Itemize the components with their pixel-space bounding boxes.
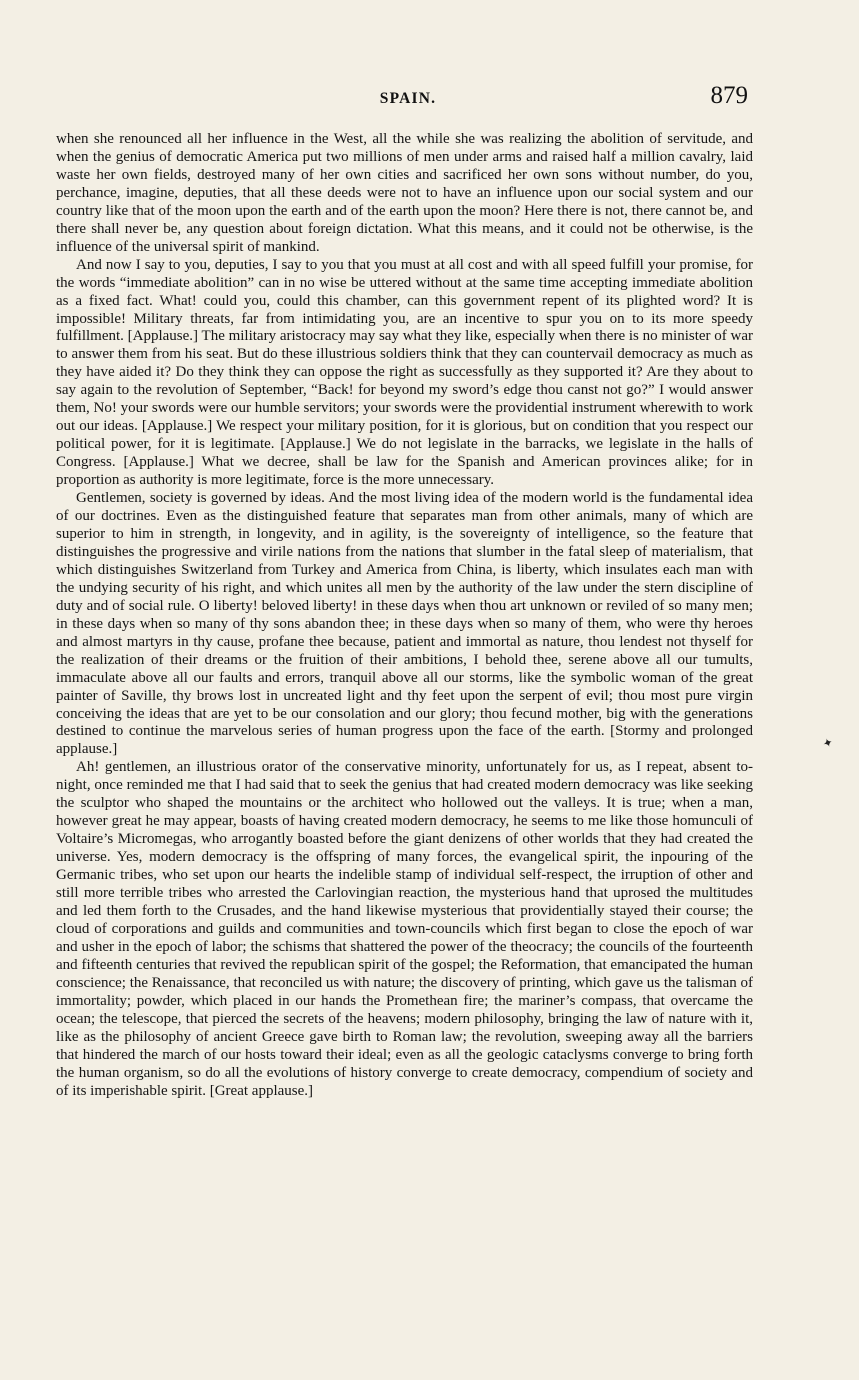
paragraph-immediate-abolition: And now I say to you, deputies, I say to you that you must at all cost and with all speed fulfill your promise, for the words “immediate abolition” can in no wise be uttered without at the same time accepting immediate abolition as a fixed fact. What! could you, could this chamber, can this government repent of its plighted word? It is impossible! Military threats, far from intimidating you, are an incentive to spur you on to its more speedy fulfillment. [Applause.] The military aristocracy may say what they like, especially when there is no minister of war to answer them from his seat. But do these illustrious soldiers think that they can countervail democracy as much as they have aided it? Do they think they can oppose the right as successfully as they supported it? Are they about to say again to the revolution of September, “Back! for beyond my sword’s edge thou canst not go?” I would answer them, No! your swords were our humble servitors; your swords were the providential instrument wherewith to work out our ideas. [Applause.] We respect your military position, for it is glorious, but on condition that you respect our political power, for it is legitimate. [Applause.] We do not legislate in the barracks, we legislate in the halls of Congress. [Applause.] What we decree, shall be law for the Spanish and American provinces alike; for in proportion as authority is more legitimate, force is the more unnecessary.: [56, 256, 754, 489]
page-number: 879: [710, 82, 748, 109]
paragraph-modern-democracy: Ah! gentlemen, an illustrious orator of the conservative minority, unfortunately for us, as I repeat, absent to-night, once reminded me that I had said that to seek the genius that had created modern democracy was like seeking the sculptor who shaped the mountains or the architect who hollowed out the valleys. It is true; when a man, however great he may appear, boasts of having created modern democracy, he seems to me like those homunculi of Voltaire’s Micromegas, who arrogantly boasted before the giant denizens of other worlds that they had created the universe. Yes, modern democracy is the offspring of many forces, the evangelical spirit, the inpouring of the Germanic tribes, who set upon our hearts the indelible stamp of individual self-respect, the irruption of other and still more terrible tribes who arrested the Carlovingian reaction, the mysterious hand that uprosed the multitudes and led them forth to the Crusades, and the hand likewise mysterious that providentially stayed their course; the cloud of corporations and guilds and communities and town-councils which first began to close the epoch of war and usher in the epoch of labor; the schisms that shattered the power of the theocracy; the councils of the fourteenth and fifteenth centuries that revived the republican spirit of the gospel; the Reformation, that emancipated the human conscience; the Renaissance, that reconciled us with nature; the discovery of printing, which gave us the talisman of immortality; powder, which placed in our hands the Promethean fire; the mariner’s compass, that overcame the ocean; the telescope, that pierced the secrets of the heavens; modern philosophy, bringing the law of nature with it, like as the philosophy of ancient Greece gave birth to Roman law; the revolution, sweeping away all the barriers that hindered the march of our hosts toward their ideal; even as all the geologic cataclysms converge to bring forth the human organism, so do all the evolutions of history converge to create democracy, compendium of society and of its imperishable spirit. [Great applause.]: [56, 759, 753, 1099]
paragraph-liberty: Gentlemen, society is governed by ideas. And the most living idea of the modern world is the fundamental idea of our doctrines. Even as the distinguished feature that separates man from other animals, many of which are superior to him in strength, in longevity, and in agility, is the sovereignty of intelligence, so the feature that distinguishes the progressive and virile nations from the nations that slumber in the fatal sleep of materialism, that which distinguishes Switzerland from Turkey and America from China, is liberty, which insulates each man with the undying security of his right, and which unites all men by the authority of the law under the stern discipline of duty and of social rule. O liberty! beloved liberty! in these days when thou art unknown or reviled of so many men; in these days when so many of thy sons abandon thee; in these days when so many of them, who were thy heroes and almost martyrs in thy cause, profane thee because, patient and immortal as nature, thou lendest not thyself for the realization of their dreams or the fruition of their ambitions, I behold thee, serene above all our tumults, immaculate above all our faults and errors, tranquil above all our storms, like the symbolic woman of the great painter of Saville, thy brows lost in uncreated light and thy feet upon the serpent of evil; thou most pure virgin conceiving the ideas that are yet to be our consolation and our glory; thou fecund mother, big with the generations destined to continue the marvelous series of human progress upon the face of the earth. [Stormy and prolonged applause.]: [56, 490, 753, 758]
page-header: [58, 82, 758, 116]
body-text: [56, 131, 753, 1100]
running-head: SPAIN.: [379, 90, 437, 107]
paragraph-continued: when she renounced all her influence in the West, all the while she was realizing the abolition of servitude, and when the genius of democratic America put two millions of men under arms and raised half a million cavalry, laid waste her own fields, destroyed many of her own cities and sacrificed her own sons without number, do you, perchance, imagine, deputies, that all these deeds were not to have an influence upon our social system and our country like that of the moon upon the earth and of the earth upon the moon? Here there is not, there cannot be, and there shall never be, any question about foreign dictation. What this means, and it could not be otherwise, is the influence of the universal spirit of mankind.: [56, 131, 753, 255]
margin-mark-icon: ✦: [820, 734, 836, 752]
